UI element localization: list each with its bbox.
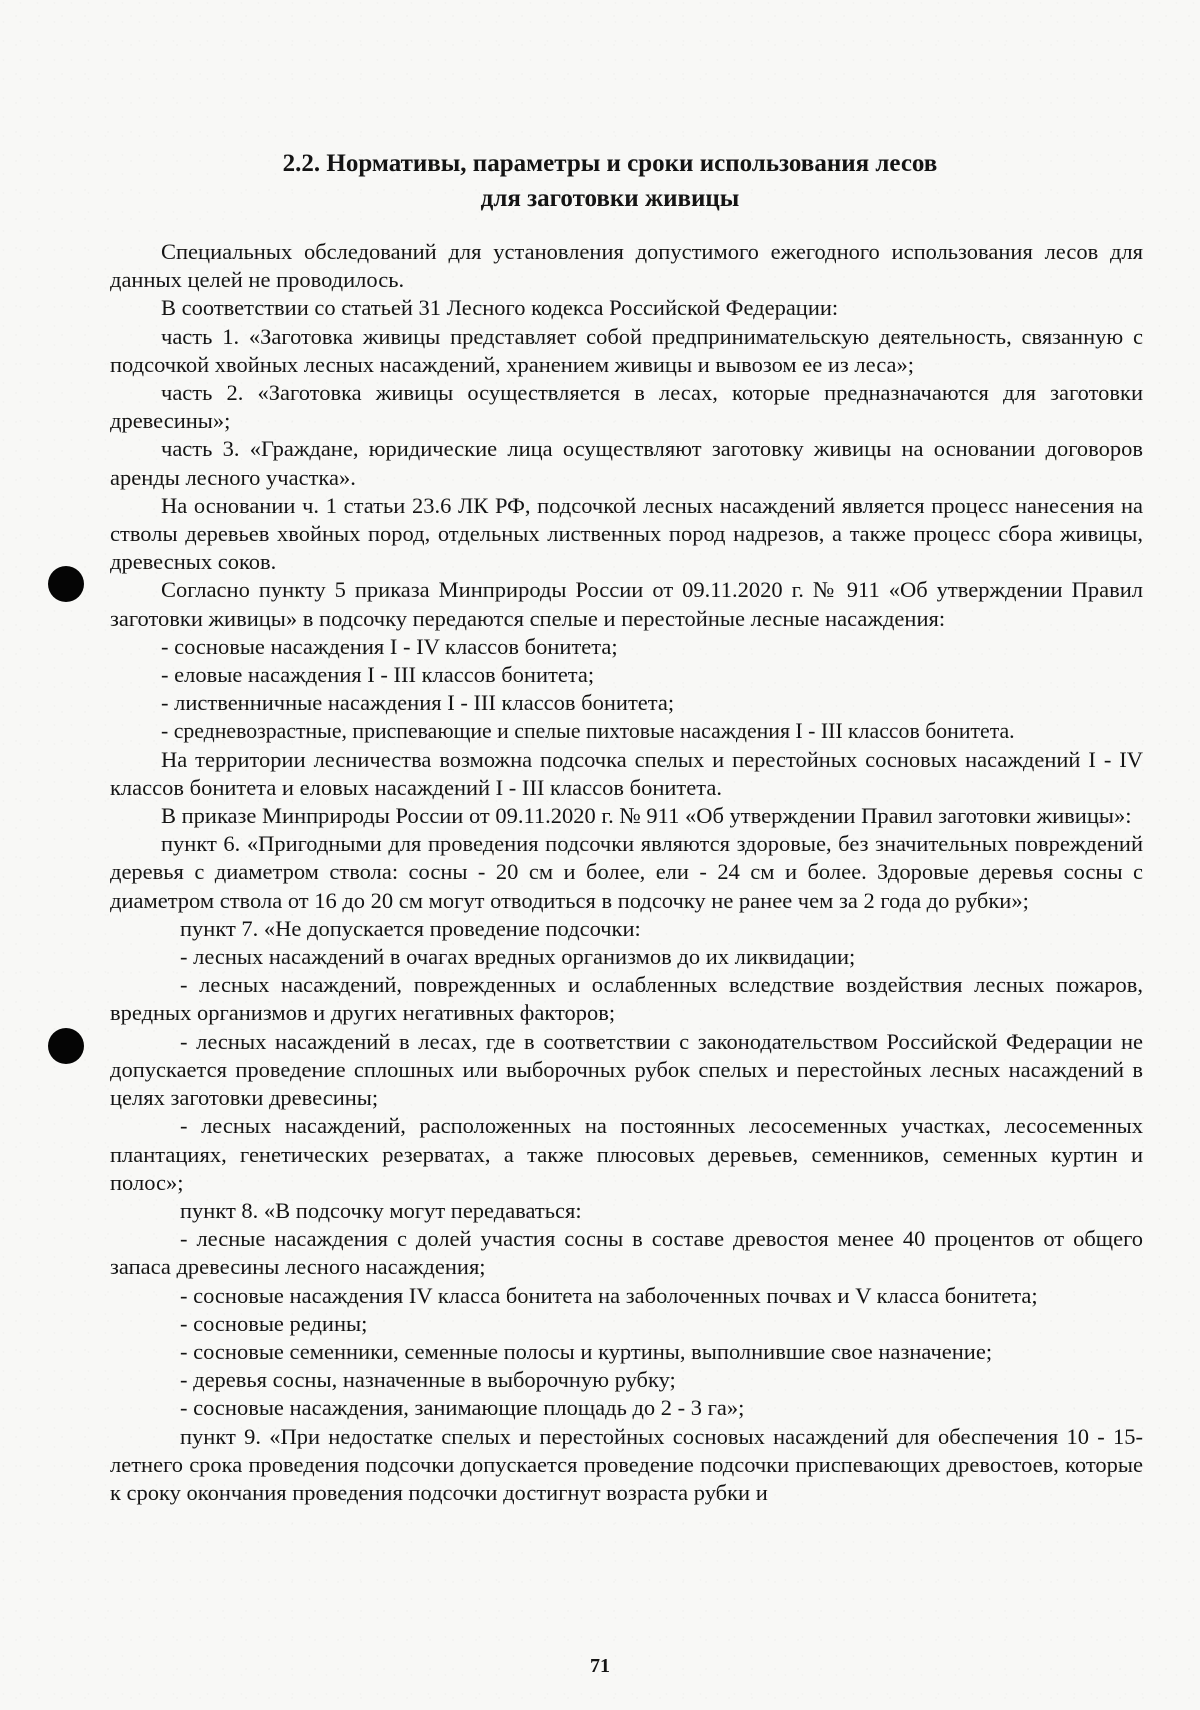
paragraph-order-citation: В приказе Минприроды России от 09.11.2020 г. № 911 «Об утверждении Правил заготовки живицы»: [161,803,1132,829]
list-item-pine-stands: - сосновые насаждения I - IV классов бонитета; [161,633,618,659]
binder-hole-bottom [48,1028,84,1064]
paragraph-forestry-territory: На территории лесничества возможна подсочка спелых и перестойных сосновых насаждений I - IV классов бонитета и еловых насаждений I - III классов бонитета. [110,746,1143,800]
list-item-sparse-pine: - сосновые редины; [180,1310,368,1336]
paragraph-point-6: пункт 6. «Пригодными для проведения подсочки являются здоровые, без значительных повреждений деревья с диаметром ствола: сосны - 20 см и более, ели - 24 см и более. Здоровые деревья сосны с диаметром ствола от 16 до 20 см могут отводиться в подсочку не ранее чем за 2 года до рубки»; [110,831,1143,913]
list-item-seed-areas: - лесных насаждений, расположенных на постоянных лесосеменных участках, лесосеменных плантациях, генетических резерватах, а также плюсовых деревьев, семенников, семенных куртин и полос»; [110,1113,1143,1195]
section-title [180,146,1040,216]
list-item-larch-stands: - лиственничные насаждения I - III классов бонитета; [161,690,675,716]
paragraph-order-point-5: Согласно пункту 5 приказа Минприроды России от 09.11.2020 г. № 911 «Об утверждении Правил заготовки живицы» в подсочку передаются спелые и перестойные лесные насаждения: [110,577,1143,631]
paragraph-point-7: пункт 7. «Не допускается проведение подсочки: [180,915,641,941]
list-item-bog-pine-stands: - сосновые насаждения IV класса бонитета на заболоченных почвах и V класса бонитета; [180,1282,1038,1308]
list-item-pine-share: - лесные насаждения с долей участия сосны в составе древостоя менее 40 процентов от общего запаса древесины лесного насаждения; [110,1226,1143,1280]
list-item-fir-stands: - средневозрастные, приспевающие и спелые пихтовые насаждения I - III классов бонитета. [161,719,1015,744]
paragraph-forest-code-intro: В соответствии со статьей 31 Лесного кодекса Российской Федерации: [161,295,839,321]
list-item-small-area: - сосновые насаждения, занимающие площадь до 2 - 3 га»; [180,1395,745,1421]
paragraph-point-8: пункт 8. «В подсочку могут передаваться: [180,1197,582,1223]
paragraph-surveys: Специальных обследований для установления допустимого ежегодного использования лесов для данных целей не проводилось. [110,239,1143,293]
binder-hole-top [48,566,84,602]
list-item-protected-forests: - лесных насаждений в лесах, где в соответствии с законодательством Российской Федерации не допускается проведение сплошных или выборочных рубок спелых и перестойных лесных насаждений в целях заготовки древесины; [110,1028,1143,1111]
list-item-seed-trees: - сосновые семенники, семенные полосы и куртины, выполнившие свое назначение; [180,1338,993,1364]
document-body [110,238,1143,1507]
page-number: 71 [590,1655,610,1677]
paragraph-point-9: пункт 9. «При недостатке спелых и перестойных сосновых насаждений для обеспечения 10 - 15-летнего срока проведения подсочки допускается проведение подсочки приспевающих древостоев, которые к сроку окончания проведения подсочки достигнут возраста рубки и [110,1423,1143,1505]
paragraph-article-23-6: На основании ч. 1 статьи 23.6 ЛК РФ, подсочкой лесных насаждений является процесс нанесения на стволы деревьев хвойных пород, отдельных лиственных пород надрезов, а также процесс сбора живицы, древесных соков. [110,492,1143,575]
list-item-pest-foci: - лесных насаждений в очагах вредных организмов до их ликвидации; [180,944,856,970]
section-title-line-1: 2.2. Нормативы, параметры и сроки использования лесов [282,150,938,177]
list-item-selective-cutting: - деревья сосны, назначенные в выборочную рубку; [180,1367,676,1393]
section-title-line-2: для заготовки живицы [480,185,740,212]
paragraph-part-2: часть 2. «Заготовка живицы осуществляется в лесах, которые предназначаются для заготовки древесины»; [110,380,1143,434]
paragraph-part-1: часть 1. «Заготовка живицы представляет собой предпринимательскую деятельность, связанную с подсочкой хвойных лесных насаждений, хранением живицы и вывозом ее из леса»; [110,323,1143,377]
list-item-spruce-stands: - еловые насаждения I - III классов бонитета; [161,662,595,688]
list-item-damaged-stands: - лесных насаждений, поврежденных и ослабленных вследствие воздействия лесных пожаров, вредных организмов и других негативных факторов; [110,972,1143,1026]
paragraph-part-3: часть 3. «Граждане, юридические лица осуществляют заготовку живицы на основании договоров аренды лесного участка». [110,436,1143,490]
